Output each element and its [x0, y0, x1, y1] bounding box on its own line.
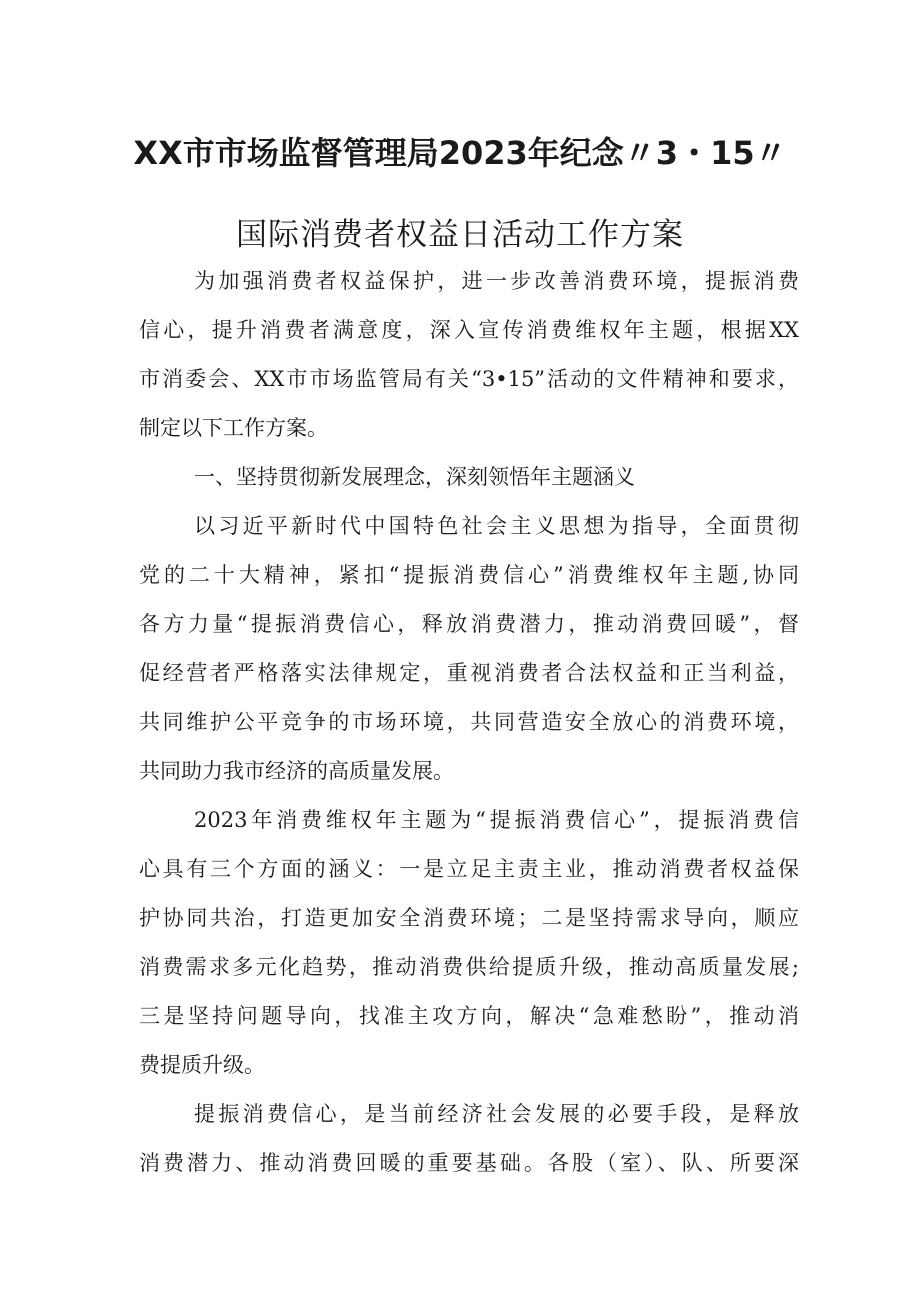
paragraph-line: 护协同共治，打造更加安全消费环境；二是坚持需求导向，顺应 — [139, 906, 799, 930]
paragraph-line: 为加强消费者权益保护，进一步改善消费环境，提振消费 — [194, 269, 799, 293]
paragraph-line: 各方力量“提振消费信心，释放消费潜力，推动消费回暖”，督 — [139, 612, 799, 636]
paragraph-line: 共同维护公平竞争的市场环境，共同营造安全放心的消费环境， — [139, 710, 799, 734]
paragraph-line: 消费潜力、推动消费回暖的重要基础。各股（室）、队、所要深 — [139, 1151, 799, 1175]
paragraph-line: 消费需求多元化趋势，推动消费供给提质升级，推动高质量发展; — [139, 955, 799, 979]
document-title-line-1: XX市市场监督管理局2023年纪念〃3・15〃 — [133, 134, 787, 172]
paragraph-line: 促经营者严格落实法律规定，重视消费者合法权益和正当利益， — [139, 661, 799, 685]
paragraph-line: 2023年消费维权年主题为“提振消费信心”，提振消费信 — [194, 808, 799, 832]
paragraph-line: 三是坚持问题导向，找准主攻方向，解决“急难愁盼”，推动消 — [139, 1004, 799, 1028]
document-title-line-2: 国际消费者权益日活动工作方案 — [236, 217, 684, 253]
paragraph-line: 制定以下工作方案。 — [139, 416, 328, 440]
section-heading: 一、坚持贯彻新发展理念，深刻领悟年主题涵义 — [194, 465, 635, 489]
paragraph-line: 共同助力我市经济的高质量发展。 — [139, 759, 454, 783]
paragraph-line: 心具有三个方面的涵义：一是立足主责主业，推动消费者权益保 — [139, 857, 799, 881]
paragraph-line: 费提质升级。 — [139, 1053, 265, 1077]
paragraph-line: 以习近平新时代中国特色社会主义思想为指导，全面贯彻 — [194, 514, 799, 538]
paragraph-line: 信心，提升消费者满意度，深入宣传消费维权年主题，根据XX — [139, 318, 799, 342]
paragraph-line: 提振消费信心，是当前经济社会发展的必要手段，是释放 — [194, 1102, 799, 1126]
paragraph-line: 市消委会、XX市市场监管局有关“3•15”活动的文件精神和要求， — [139, 367, 799, 391]
paragraph-line: 党的二十大精神，紧扣“提振消费信心”消费维权年主题,协同 — [139, 563, 799, 587]
